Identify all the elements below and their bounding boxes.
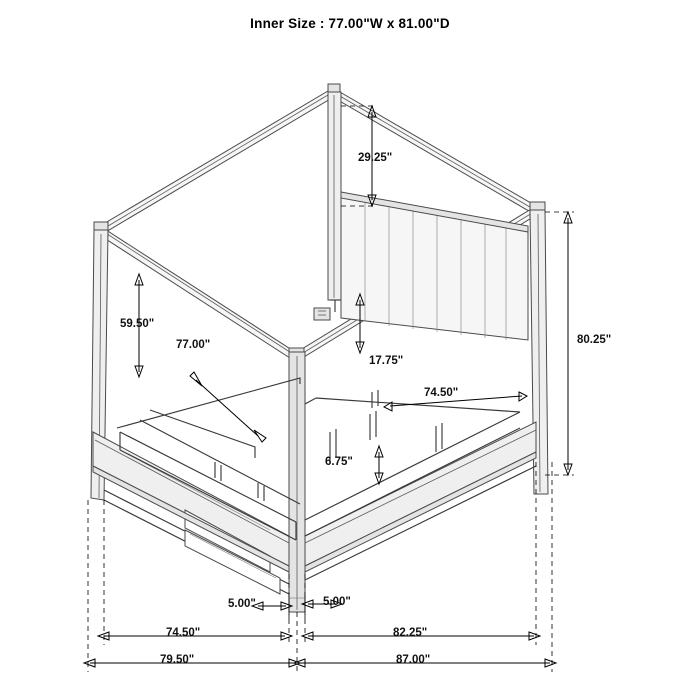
- page-title: Inner Size : 77.00"W x 81.00"D: [250, 16, 450, 31]
- dim-label-17-75: 17.75": [369, 355, 404, 367]
- dim-label-5-00-left: 5.00": [228, 598, 256, 610]
- dim-6-75: [375, 446, 383, 484]
- dim-80-25: [545, 212, 574, 475]
- dim-label-79-50-bottom: 79.50": [160, 654, 195, 666]
- dim-5-00-left: [252, 596, 292, 620]
- dim-label-6-75: 6.75": [325, 456, 353, 468]
- dim-label-80-25: 80.25": [577, 334, 612, 346]
- dim-label-74-50-bottom: 74.50": [166, 627, 201, 639]
- dim-label-82-25-bottom: 82.25": [393, 627, 428, 639]
- dim-label-74-50-right: 74.50": [424, 387, 459, 399]
- dim-label-87-00-bottom: 87.00": [396, 654, 431, 666]
- dim-label-59-50: 59.50": [120, 318, 155, 330]
- headboard: [341, 192, 528, 340]
- dim-label-5-00-right: 5.00": [323, 596, 351, 608]
- dim-label-29-25: 29.25": [358, 152, 393, 164]
- dim-label-77-00: 77.00": [176, 339, 211, 351]
